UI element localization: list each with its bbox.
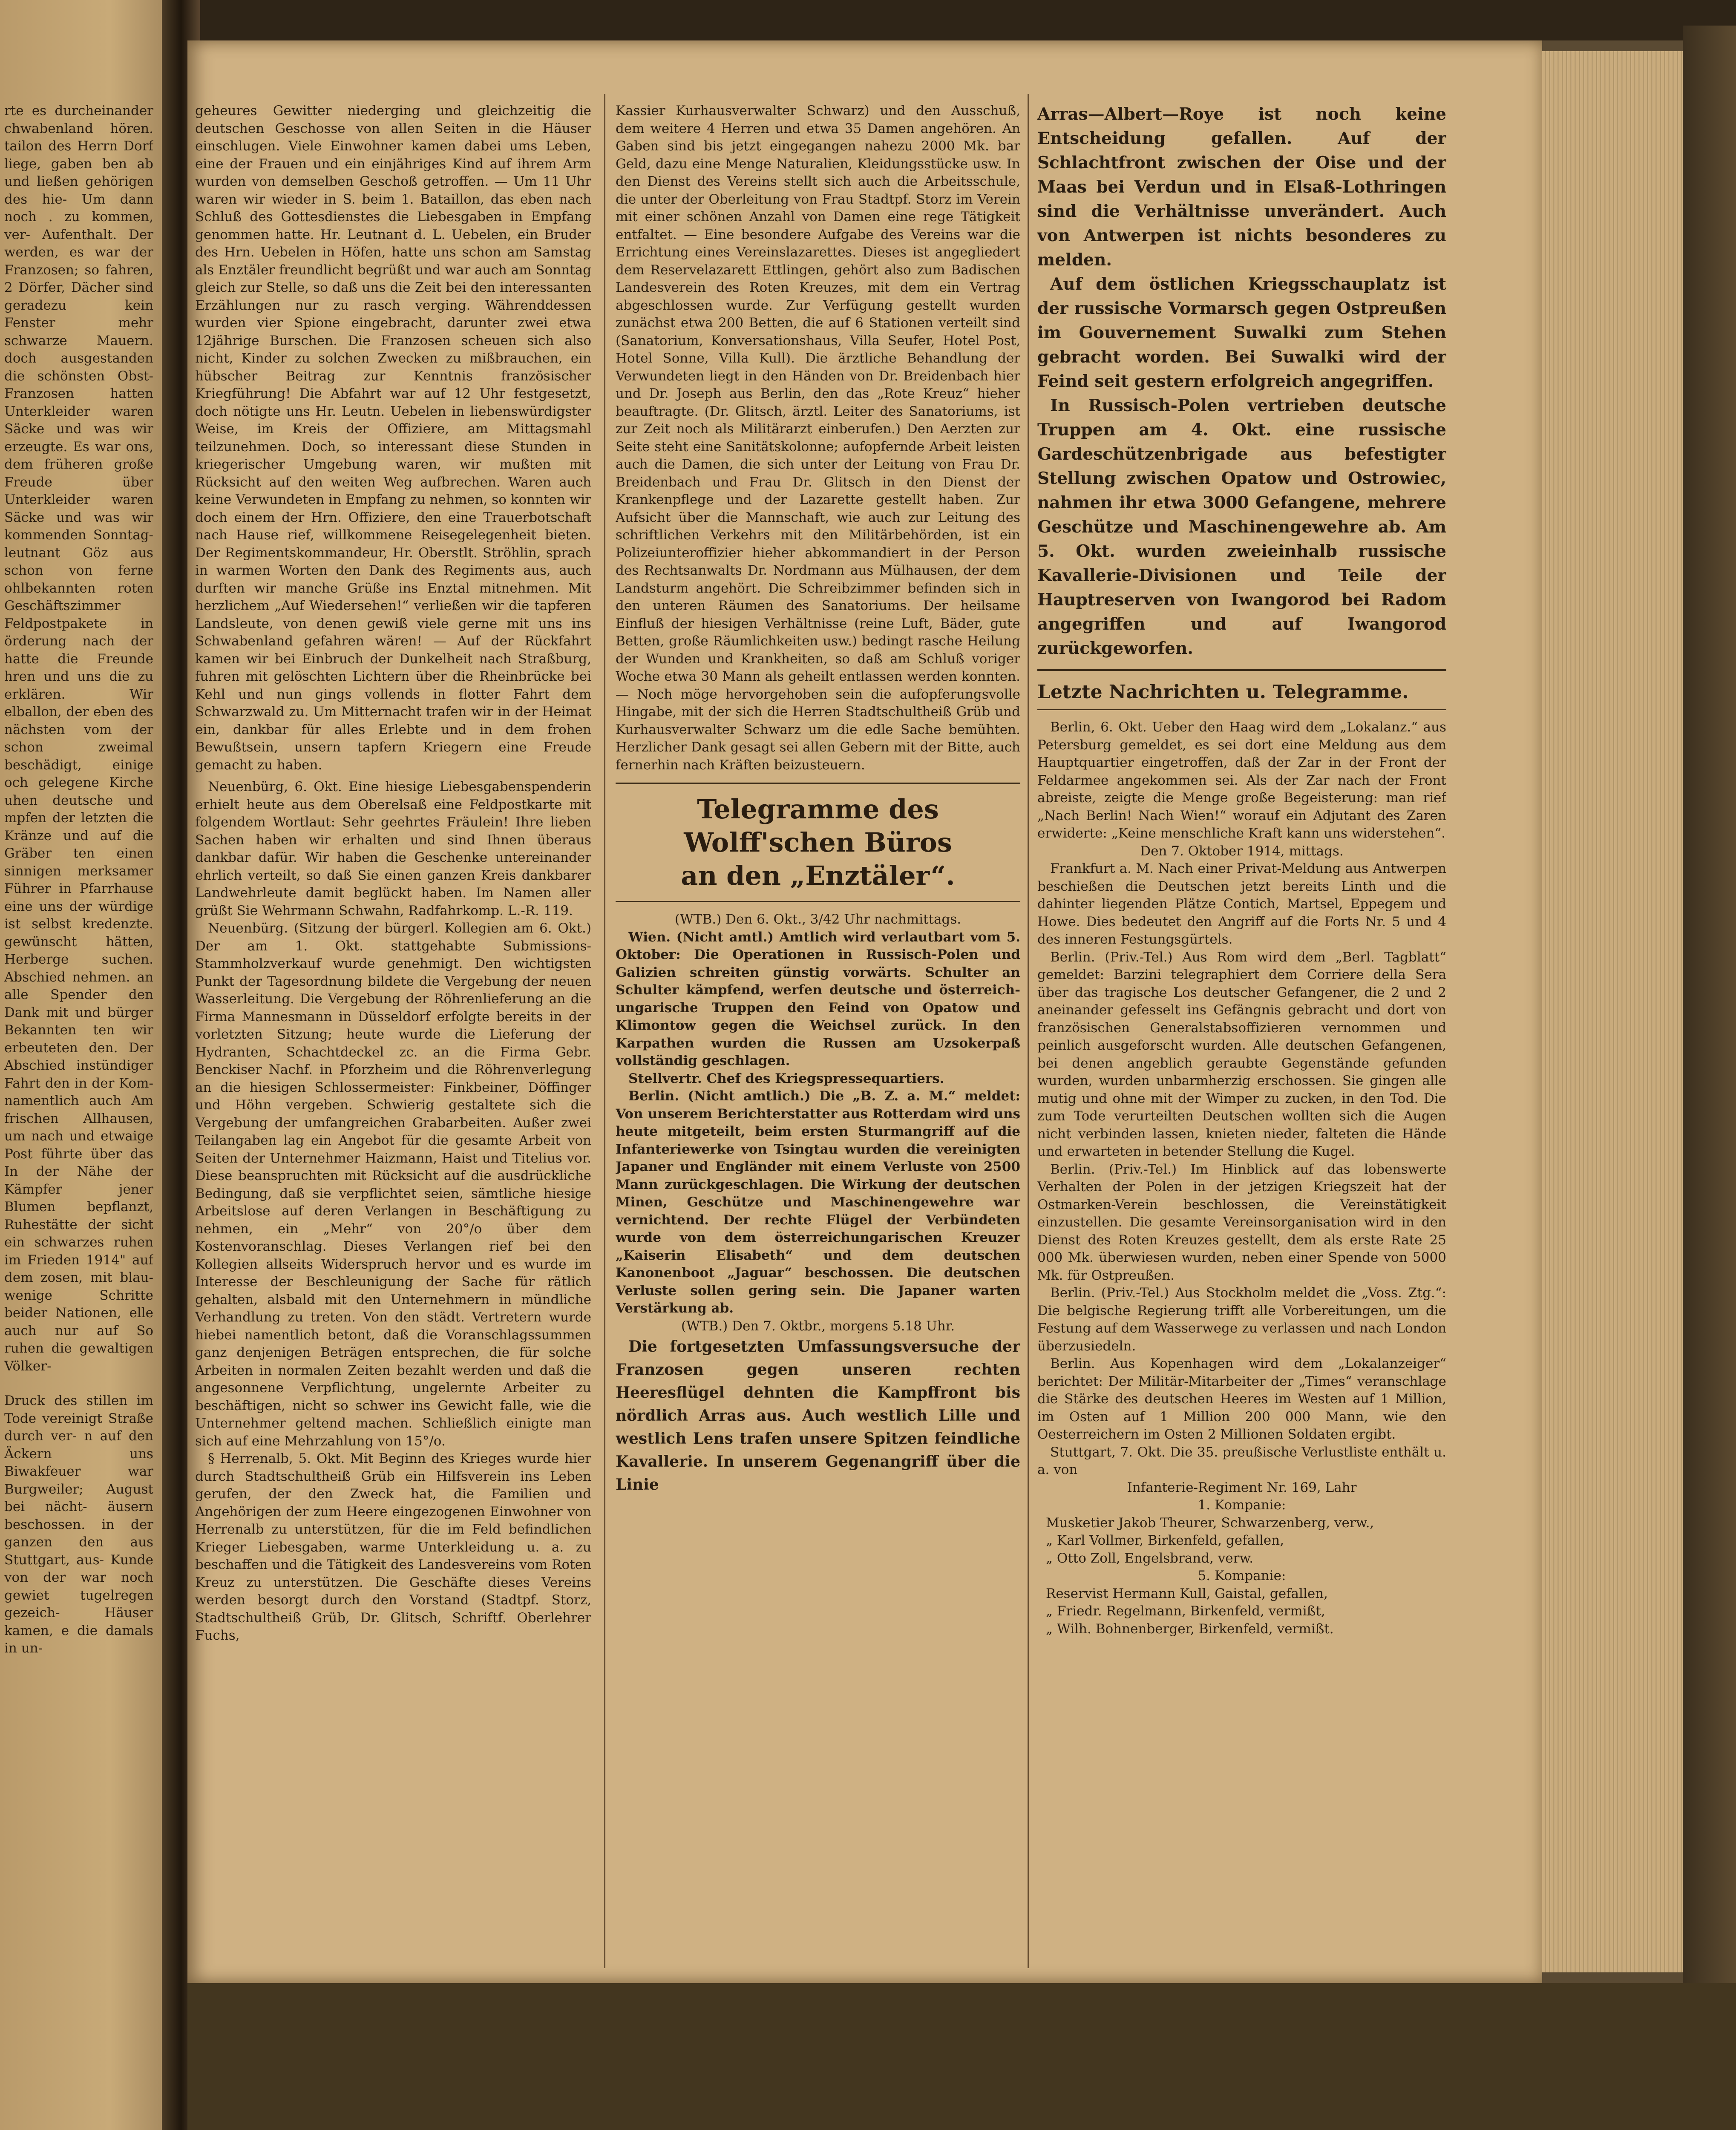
- section-divider: [1037, 709, 1446, 710]
- column-3: [1037, 102, 1446, 1964]
- casualty-entry: Reservist Hermann Kull, Gaistal, gefallen,: [1046, 1586, 1328, 1601]
- casualty-entry: „ Karl Vollmer, Birkenfeld, gefallen,: [1046, 1533, 1284, 1548]
- section-divider: [1037, 669, 1446, 671]
- section-title-latest-news: Letzte Nachrichten u. Telegramme.: [1037, 681, 1409, 703]
- telegram-west: Die fortgesetzten Umfassungsversuche der Franzosen gegen unseren rechten Heeresflügel dehnten die Kampffront bis nördlich Arras aus. Auch westlich Lille und westlich Lens trafen unsere Spitzen feindliche Kavallerie. In unserem Gegenangriff über die Linie: [616, 1338, 1020, 1494]
- casualty-entry: „ Friedr. Regelmann, Birkenfeld, vermißt,: [1046, 1603, 1325, 1619]
- headline-line: an den „Enztäler“.: [681, 860, 955, 891]
- article-paragraph: § Herrenalb, 5. Okt. Mit Beginn des Krieges wurde hier durch Stadtschultheiß Grüb ein Hilfsverein ins Leben gerufen, der den Zweck hat, die Familien und Angehörigen der zum Heere eingezogenen Einwohner von Herrenalb zu unterstützen, für die im Feld befindlichen Krieger Liebesgaben, warme Unterkleidung u. a. zu beschaffen und die Tätigkeit des Landesvereins vom Roten Kreuz zu unterstützen. Die Geschäfte dieses Vereins werden besorgt durch den Vorstand (Stadtpf. Storz, Stadtschultheiß Grüb, Dr. Glitsch, Schriftf. Oberlehrer Fuchs,: [195, 1451, 591, 1643]
- dateline: Den 7. Oktober 1914, mittags.: [1140, 843, 1344, 859]
- news-item: Frankfurt a. M. Nach einer Privat-Meldung aus Antwerpen beschießen die Deutschen jetzt bereits Linth und die dahinter liegenden Plätze Contich, Martsel, Eppegem und Howe. Dies bedeutet den Angriff auf die Forts Nr. 5 und 4 des inneren Festungsgürtels.: [1037, 861, 1446, 947]
- war-report: Auf dem östlichen Kriegsschauplatz ist der russische Vormarsch gegen Ostpreußen im Gouvernement Suwalki zum Stehen gebracht worden. Bei Suwalki wird der Feind seit gestern erfolgreich angegriffen.: [1037, 274, 1446, 391]
- casualty-entry: „ Otto Zoll, Engelsbrand, verw.: [1046, 1550, 1254, 1566]
- casualty-entry: „ Wilh. Bohnenberger, Birkenfeld, vermißt.: [1046, 1621, 1334, 1637]
- section-divider: [616, 901, 1020, 902]
- binder-board-bottom: [187, 1983, 1736, 2130]
- column-rule: [1028, 94, 1029, 1968]
- article-text: rte es durcheinander chwabenland hören. tailon des Herrn Dorf liege, gaben ben ab und ließen gehörigen des hie- Um dann noch . zu kommen, ver- Aufenthalt. Der werden, es war der Franzosen; so fahren, 2 Dörfer, Dächer sind geradezu kein Fenster mehr schwarze Mauern. doch ausgestanden die schönsten Obst- Franzosen hatten Unterkleider waren Säcke und was wir erzeugte. Es war ons, dem früheren große Freude über Unterkleider waren Säcke und was wir kommenden Sonntag- leutnant Göz aus schon von ferne ohlbekannten roten Geschäftszimmer Feldpostpakete in örderung nach der hatte die Freunde hren und uns die zu erklären. Wir elballon, der eben des nächsten vom der schon zweimal beschädigt, einige och gelegene Kirche uhen deutsche und mpfen der letzten die Kränze und auf die Gräber ten einen sinnigen merksamer Führer in Pfarrhause eine uns der würdige ist selbst kredenzte. gewünscht hätten, Herberge suchen. Abschied nehmen. an alle Spender den Dank mit und bürger Bekannten ten wir erbeuteten den. Der Abschied instündiger Fahrt den in der Kom- namentlich auch Am frischen Allhausen, um nach und etwaige Post führte über das In der Nähe der Kämpfer jener Blumen bepflanzt, Ruhestätte der sicht ein schwarzes ruhen im Frieden 1914" auf dem zosen, mit blau- wenige Schritte beider Nationen, elle auch nur auf So ruhen die gewaltigen Völker-: [4, 103, 153, 1374]
- company-heading: 1. Kompanie:: [1198, 1497, 1286, 1513]
- news-item: Stuttgart, 7. Okt. Die 35. preußische Verlustliste enthält u. a. von: [1037, 1444, 1446, 1477]
- telegram-vienna: Wien. (Nicht amtl.) Amtlich wird verlautbart vom 5. Oktober: Die Operationen in Russisch-Polen und Galizien schreiten günstig vorwärts. Schulter an Schulter kämpfend, werfen deutsche und österreich-ungarische Truppen den Feind von Opatow und Klimontow gegen die Weichsel zurück. In den Karpathen wurden die Russen am Uzsokerpaß vollständig geschlagen.: [616, 929, 1020, 1068]
- telegram-berlin: Berlin. (Nicht amtlich.) Die „B. Z. a. M.“ meldet: Von unserem Berichterstatter aus Rotterdam wird uns heute mitgeteilt, beim ersten Sturmangriff auf die Infanteriewerke von Tsingtau wurden die vereinigten Japaner und Engländer mit einem Verluste von 2500 Mann zurückgeschlagen. Die Wirkung der deutschen Minen, Geschütze und Maschinengewehre war vernichtend. Der rechte Flügel der Verbündeten wurde von dem österreichungarischen Kreuzer „Kaiserin Elisabeth“ und dem deutschen Kanonenboot „Jaguar“ beschossen. Die deutschen Verluste sollen gering sein. Die Japaner warten Verstärkung ab.: [616, 1088, 1020, 1316]
- article-paragraph: Neuenbürg. (Sitzung der bürgerl. Kollegien am 6. Okt.) Der am 1. Okt. stattgehabte Submissions-Stammholzverkauf wurde genehmigt. Den wichtigsten Punkt der Tagesordnung bildete die Vergebung der neuen Wasserleitung. Die Vergebung der Röhrenlieferung an die Firma Mannesmann in Düsseldorf erfolgte bereits in der vorletzten Sitzung; heute wurde die Lieferung der Hydranten, Schachtdeckel zc. an die Firma Gebr. Benckiser Nachf. in Pforzheim und die Röhrenverlegung an die hiesigen Schlossermeister: Finkbeiner, Döffinger und Höhn vergeben. Schwierig gestaltete sich die Vergebung der umfangreichen Grabarbeiten. Außer zwei Teilangaben lag ein Angebot für die gesamte Arbeit von Seiten der Unternehmer Haizmann, Haist und Titelius vor. Diese beanspruchten mit Rücksicht auf die ausdrückliche Bedingung, daß sie verpflichtet seien, sämtliche hiesige Arbeitslose auf deren Verlangen in Beschäftigung zu nehmen, ein „Mehr“ von 20°/o über dem Kostenvoranschlag. Dieses Verlangen rief bei den Kollegien allseits Widerspruch hervor und es wurde im Interesse der Beschleunigung der Sache für rätlich gehalten, alsbald mit den Unternehmern in mündliche Verhandlung zu treten. Von den städt. Vertretern wurde hiebei namentlich betont, daß die Voranschlagssummen ganz denjenigen Beträgen entsprechen, die für solche Arbeiten in normalen Zeiten bezahlt werden und daß die angesonnene Verpflichtung, ungelernte Arbeiter zu beschäftigen, nicht so schwer ins Gewicht falle, wie die Unternehmer geltend machen. Schließlich einigte man sich auf eine Mehrzahlung von 15°/o.: [195, 921, 591, 1449]
- telegram-headline: [616, 793, 1020, 892]
- news-item: Berlin. Aus Kopenhagen wird dem „Lokalanzeiger“ berichtet: Der Militär-Mitarbeiter der „Times“ veranschlage die Stärke des deutschen Heeres im Westen auf 1 Million, im Osten auf 1 Million 200 000 Mann, wie den Oesterreichern im Osten 2 Millionen Soldaten ergibt.: [1037, 1356, 1446, 1442]
- column-2: [616, 102, 1020, 1964]
- binder-board-right: [1683, 26, 1736, 2130]
- news-item: Berlin. (Priv.-Tel.) Im Hinblick auf das lobenswerte Verhalten der Polen in der jetzigen Kriegszeit hat der Ostmarken-Verein beschlossen, die Vereinstätigkeit einzustellen. Die gesamte Vereinsorganisation wird in den Dienst des Roten Kreuzes gestellt, dem als erste Rate 25 000 Mk. überwiesen wurden, neben einer Spende von 5000 Mk. für Ostpreußen.: [1037, 1161, 1446, 1283]
- casualty-entry: Musketier Jakob Theurer, Schwarzenberg, verw.,: [1046, 1515, 1374, 1531]
- news-item: Berlin, 6. Okt. Ueber den Haag wird dem „Lokalanz.“ aus Petersburg gemeldet, es sei dort eine Meldung aus dem Hauptquartier eingetroffen, daß der Zar in der Front der Feldarmee angekommen sei. Als der Zar nach der Front abreiste, zeigte die Menge große Begeisterung: man rief „Nach Berlin! Nach Wien!“ worauf ein Adjutant des Zaren erwiderte: „Keine menschliche Kraft kann uns widerstehen“.: [1037, 720, 1446, 841]
- page-stack-edges: [1542, 51, 1683, 1972]
- company-heading: 5. Kompanie:: [1198, 1568, 1286, 1583]
- column-rule: [604, 94, 605, 1968]
- dateline: (WTB.) Den 7. Oktbr., morgens 5.18 Uhr.: [681, 1318, 955, 1334]
- telegram-signature: Stellvertr. Chef des Kriegspressequartiers.: [628, 1071, 944, 1086]
- war-report: Arras—Albert—Roye ist noch keine Entscheidung gefallen. Auf der Schlachtfront zwischen der Oise und der Maas bei Verdun und in Elsaß-Lothringen sind die Verhältnisse unverändert. Auch von Antwerpen ist nichts besonderes zu melden.: [1037, 104, 1446, 270]
- binder-board-top: [187, 0, 1736, 40]
- article-text: Druck des stillen im Tode vereinigt Straße durch ver- n auf den Äckern uns Biwakfeuer war Burgweiler; August bei nächt- äusern beschossen. in der ganzen den aus Stuttgart, aus- Kunde von der war noch gewiet tugelregen gezeich- Häuser kamen, e die damals in un-: [4, 1393, 153, 1656]
- section-divider: [616, 783, 1020, 784]
- article-paragraph: geheures Gewitter niederging und gleichzeitig die deutschen Geschosse von allen Seiten in die Häuser einschlugen. Viele Einwohner kamen dabei ums Leben, eine der Frauen und ein einjähriges Kind auf ihrem Arm wurden von demselben Geschoß getroffen. — Um 11 Uhr waren wir wieder in S. beim 1. Bataillon, das eben nach Schluß des Gottesdienstes die Liebesgaben in Empfang genommen hatte. Hr. Leutnant d. L. Uebelen, ein Bruder des Hrn. Uebelen in Höfen, hatte uns schon am Samstag als Enztäler freundlicht begrüßt und war auch am Sonntag gleich zur Stelle, so daß uns die Zeit bei den interessanten Erzählungen nur zu rasch verging. Währenddessen wurden vier Spione eingebracht, darunter zwei etwa 12jährige Burschen. Die Franzosen scheuen sich also nicht, Kinder zu solchen Zwecken zu mißbrauchen, ein hübscher Beitrag zur Kenntnis französischer Kriegführung! Die Abfahrt war auf 12 Uhr festgesetzt, doch nötigte uns Hr. Leutn. Uebelen in liebenswürdigster Weise, im Kreis der Offiziere, am Mittagsmahl teilzunehmen. Doch, so interessant diese Stunden in kriegerischer Umgebung waren, wir mußten mit Rücksicht auf den weiten Weg aufbrechen. Waren auch keine Verwundeten in Empfang zu nehmen, so konnten wir doch einem der Hrn. Offiziere, den eine Trauerbotschaft nach Hause rief, willkommene Reisegelegenheit bieten. Der Regimentskommandeur, Hr. Oberstlt. Ströhlin, sprach in warmen Worten den Dank des Regiments aus, auch durften wir manche Grüße ins Enztal mitnehmen. Mit herzlichem „Auf Wiedersehen!“ verließen wir die tapferen Landsleute, von denen gewiß viele gerne mit uns ins Schwabenland gefahren wären! — Auf der Rückfahrt kamen wir bei Einbruch der Dunkelheit nach Straßburg, fuhren mit gelöschten Lichtern über die Rheinbrücke bei Kehl und nun gings vollends in flotter Fahrt dem Schwarzwald zu. Um Mitternacht trafen wir in der Heimat ein, dankbar für alles Erlebte und in dem frohen Bewußtsein, unsern tapfern Kriegern eine Freude gemacht zu haben.: [195, 103, 591, 773]
- regiment-heading: Infanterie-Regiment Nr. 169, Lahr: [1127, 1479, 1357, 1495]
- dateline: (WTB.) Den 6. Okt., 3/42 Uhr nachmittags.: [674, 912, 962, 927]
- article-paragraph: Neuenbürg, 6. Okt. Eine hiesige Liebesgabenspenderin erhielt heute aus dem Oberelsaß eine Feldpostkarte mit folgendem Wortlaut: Sehr geehrtes Fräulein! Ihre lieben Sachen haben wir erhalten und sind Ihnen überaus dankbar dafür. Wir haben die Geschenke untereinander ehrlich verteilt, so daß Sie einen ganzen Kreis dankbarer Landwehrleute damit beglückt haben. Im Namen aller grüßt Sie Wehrmann Schwahn, Radfahrkomp. L.-R. 119.: [195, 779, 591, 918]
- article-paragraph: Kassier Kurhausverwalter Schwarz) und den Ausschuß, dem weitere 4 Herren und etwa 35 Damen angehören. An Gaben sind bis jetzt eingegangen nahezu 2000 Mk. bar Geld, dazu eine Menge Naturalien, Kleidungsstücke usw. In den Dienst des Vereins stellt sich auch die Arbeitsschule, die unter der Oberleitung von Frau Stadtpf. Storz im Verein mit einer schönen Anzahl von Damen eine rege Tätigkeit entfaltet. — Eine besondere Aufgabe des Vereins war die Errichtung eines Vereinslazarettes. Dieses ist angegliedert dem Reservelazarett Ettlingen, gehört also zum Badischen Landesverein des Roten Kreuzes, mit dem ein Vertrag abgeschlossen wurde. Zur Verfügung gestellt wurden zunächst etwa 200 Betten, die auf 6 Stationen verteilt sind (Sanatorium, Konversationshaus, Villa Seufer, Hotel Post, Hotel Sonne, Villa Kull). Die ärztliche Behandlung der Verwundeten liegt in den Händen von Dr. Breidenbach hier und Dr. Joseph aus Berlin, den das „Rote Kreuz“ hieher beauftragte. (Dr. Glitsch, ärztl. Leiter des Sanatoriums, ist zur Zeit noch als Militärarzt einberufen.) Den Aerzten zur Seite steht eine Sanitätskolonne; aufopfernde Arbeit leisten auch die Damen, die sich unter der Leitung von Frau Dr. Breidenbach und Frau Dr. Glitsch in den Dienst der Krankenpflege und der Lazarette gestellt haben. Zur Aufsicht über die Mannschaft, wie auch zur Leitung des schriftlichen Verkehrs mit den Militärbehörden, ist ein Polizeiunteroffizier hieher abkommandiert in der Person des Rechtsanwalts Dr. Nordmann aus Mülhausen, der dem Landsturm angehört. Die Schreibzimmer befinden sich in den unteren Räumen des Sanatoriums. Der heilsame Einfluß der hiesigen Verhältnisse (reine Luft, Bäder, gute Betten, große Räumlichkeiten usw.) bedingt rasche Heilung der Wunden und Krankheiten, so daß am Schluß voriger Woche etwa 30 Mann als geheilt entlassen werden konnten. — Noch möge hervorgehoben sein die aufopferungsvolle Hingabe, mit der sich die Herren Stadtschultheiß Grüb und Kurhausverwalter Schwarz um die edle Sache bemühten. Herzlicher Dank gesagt sei allen Gebern mit der Bitte, auch fernerhin nach Kräften beizusteuern.: [616, 103, 1020, 773]
- left-page-column-fragment: [4, 102, 153, 1951]
- news-item: Berlin. (Priv.-Tel.) Aus Stockholm meldet die „Voss. Ztg.“: Die belgische Regierung trifft alle Vorbereitungen, um die Festung auf dem Wasserwege zu verlassen und nach London überzusiedeln.: [1037, 1285, 1446, 1354]
- column-1: [195, 102, 591, 1964]
- war-report: In Russisch-Polen vertrieben deutsche Truppen am 4. Okt. eine russische Gardeschützenbrigade aus befestigter Stellung zwischen Opatow und Ostrowiec, nahmen ihr etwa 3000 Gefangene, mehrere Geschütze und Maschinengewehre ab. Am 5. Okt. wurden zweieinhalb russische Kavallerie-Divisionen und Teile der Hauptreserven von Iwangorod bei Radom angegriffen und auf Iwangorod zurückgeworfen.: [1037, 396, 1446, 658]
- news-item: Berlin. (Priv.-Tel.) Aus Rom wird dem „Berl. Tagblatt“ gemeldet: Barzini telegraphiert dem Corriere della Sera über das tragische Los deutscher Gefangener, die 2 und 2 aneinander gefesselt ins Gefängnis gebracht und dort von französischen Generalstabsoffizieren vernommen und peinlich ausgeforscht wurden. Alle deutschen Gefangenen, bei denen angeblich geraubte Gegenstände gefunden wurden, wurden unbarmherzig erschossen. Sie gingen alle mutig und ohne mit der Wimper zu zucken, in den Tod. Die zum Tode verurteilten Deutschen wollten sich die Augen nicht verbinden lassen, knieten nieder, falteten die Hände und erwarteten in betender Stellung die Kugel.: [1037, 949, 1446, 1159]
- headline-line: Telegramme des Wolff'schen Büros: [684, 794, 952, 858]
